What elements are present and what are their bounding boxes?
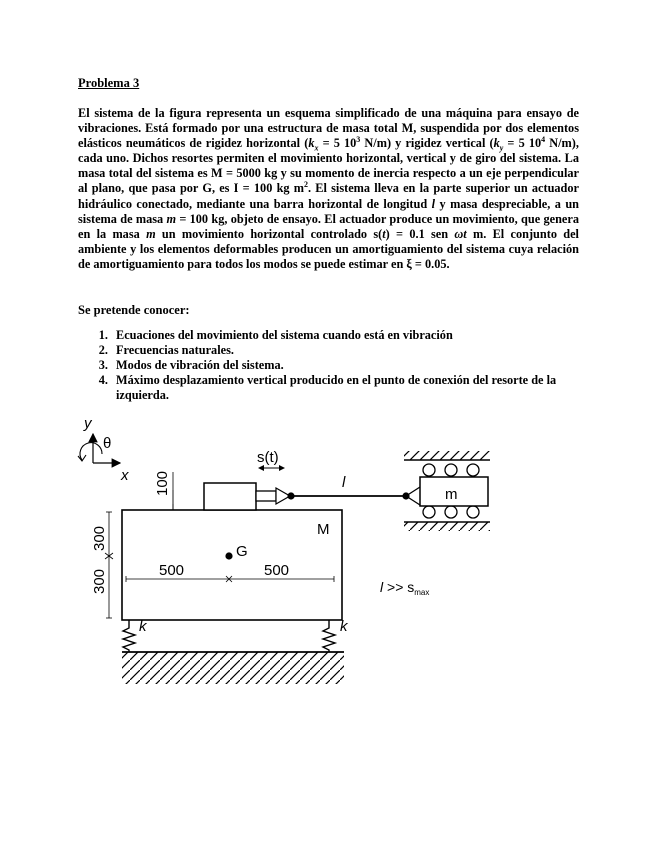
svg-text:300: 300 <box>91 525 108 551</box>
problem-title: Problema 3 <box>78 76 140 90</box>
bar-length-label: l <box>342 474 346 491</box>
center-of-mass-label: G <box>236 543 248 560</box>
ground <box>122 652 344 684</box>
list-item: 1. Ecuaciones del movimiento del sistema cuando está en vibración <box>98 328 453 342</box>
length-relation: $l >> s_{max}$ <box>380 579 430 597</box>
mass-M-box <box>122 510 342 620</box>
dimension-100 <box>154 471 173 510</box>
svg-text:300: 300 <box>91 568 108 594</box>
left-spring-label: k <box>139 618 147 635</box>
axis-y-label: y <box>84 415 92 432</box>
list-item: 3. Modos de vibración del sistema. <box>98 358 284 373</box>
hydraulic-actuator <box>173 483 295 510</box>
displacement-st-label: s(t) <box>257 449 279 466</box>
axis-x-label: x <box>121 467 129 484</box>
svg-text:100: 100 <box>154 470 171 496</box>
coordinate-axes <box>78 415 129 484</box>
test-mass-label: m <box>445 486 458 503</box>
list-item: 4. Máximo desplazamiento vertical producido en el punto de conexión del resorte de la izquierda. <box>98 373 557 403</box>
problem-statement: El sistema de la figura representa un esquema simplificado de una máquina para ensayo de vibraciones. Está formado por una estructura de masa total M, suspendida por dos elementos elásticos neumáticos de rigidez horizontal ($k_x = 5$ $10^3$ N/m) y rigidez vertical ($k_y = 5$ $10^4$ N/m), cada uno. Dichos resortes permiten el movimiento horizontal, vertical y de giro del sistema. La masa total del sistema es M = 5000 kg y su momento de inercia respecto a un eje perpendicular al plano, que pasa por G, es I = 100 kg $m^2$. El sistema lleva en la parte superior un actuador hidráulico conectado, mediante una barra horizontal de longitud l y masa despreciable, a un sistema de masa m = 100 kg, objeto de ensayo. El actuador produce un movimiento, que genera en la masa m un movimiento horizontal controlado s(t) = 0.1 sen ωt m. El conjunto del ambiente y los elementos deformables producen un amortiguamiento del sistema cuya relación de amortiguamiento para todos los modos se puede estimar en ξ = 0.05. <box>78 106 579 271</box>
tasks-intro: Se pretende conocer: <box>78 303 190 317</box>
left-spring <box>123 620 135 652</box>
list-item: 2. Frecuencias naturales. <box>98 343 234 358</box>
svg-text:500: 500 <box>159 562 185 579</box>
axis-theta-label: θ <box>103 435 112 452</box>
center-of-mass-G <box>225 552 232 559</box>
vertical-dimensions <box>91 512 113 618</box>
right-spring <box>323 620 335 652</box>
svg-text:500: 500 <box>264 562 290 579</box>
right-spring-label: k <box>340 618 348 635</box>
mass-M-label: M <box>317 521 330 538</box>
